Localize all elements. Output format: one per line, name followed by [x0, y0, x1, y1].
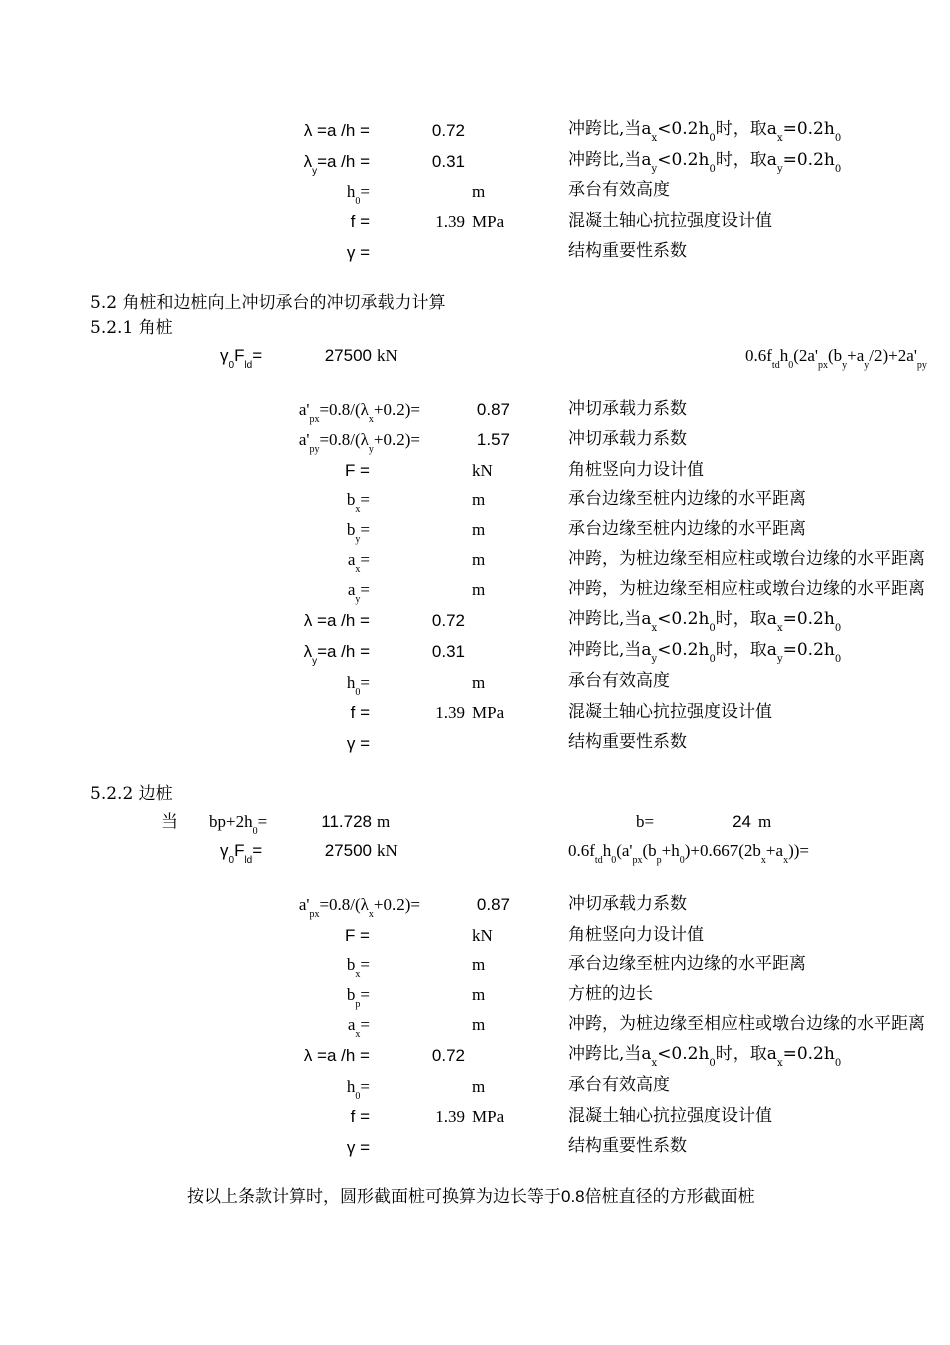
apx-value-2: 0.87	[476, 895, 510, 914]
by-unit: m	[472, 520, 486, 539]
bp-label: $bp+2h_0=$	[209, 812, 268, 837]
lambda-x-label-2: λ =a /h =	[303, 611, 370, 630]
bp-value: 11.728	[321, 812, 372, 831]
lambda-x-note: 冲跨比,当$a_x<0.2h_0$时，取$a_x=0.2h_0$	[568, 119, 842, 144]
ax-label: $a_x=$	[347, 550, 370, 575]
gamma-note-2: 结构重要性系数	[568, 732, 687, 752]
fl-label: F =	[344, 461, 370, 480]
fl-label-2: F =	[344, 926, 370, 945]
design-force-unit: kN	[377, 346, 398, 365]
design-force-label: $\gamma_0F_{ld}=$	[220, 346, 263, 371]
b-unit: m	[758, 812, 772, 831]
design-force-value: 27500	[324, 346, 372, 365]
fl-note: 角桩竖向力设计值	[568, 460, 704, 480]
bp-side-note: 方桩的边长	[568, 984, 653, 1004]
lambda-y-value: 0.31	[431, 152, 465, 171]
h0-label-3: $h_0=$	[346, 1077, 370, 1102]
bp-unit: m	[377, 812, 391, 831]
ft-value: 1.39	[435, 212, 465, 231]
gamma-note: 结构重要性系数	[568, 241, 687, 261]
h0-note-2: 承台有效高度	[568, 671, 670, 691]
by-note: 承台边缘至桩内边缘的水平距离	[568, 519, 806, 539]
gamma-label-2: γ =	[346, 734, 370, 753]
bx-unit-2: m	[472, 955, 486, 974]
gamma-note-3: 结构重要性系数	[568, 1136, 687, 1156]
lambda-x-value: 0.72	[431, 121, 465, 140]
capacity-formula-2: $0.6f_{td}h_0(a'_{px}(b_p+h_0)+0.667(2b_x+a_x))=$	[568, 841, 809, 866]
apx-value: 0.87	[476, 400, 510, 419]
h0-unit-2: m	[472, 673, 486, 692]
bx-label-2: $b_x=$	[346, 955, 370, 980]
section-5-2-2-title: 5.2.2 边桩	[90, 784, 173, 804]
ay-note: 冲跨，为桩边缘至相应柱或墩台边缘的水平距离	[568, 579, 925, 599]
h0-unit: m	[472, 182, 486, 201]
bp-side-unit: m	[472, 985, 486, 1004]
b-value: 24	[732, 812, 751, 831]
bx-label: $b_x=$	[346, 490, 370, 515]
apy-note: 冲切承载力系数	[568, 429, 687, 449]
ay-unit: m	[472, 580, 486, 599]
apx-note: 冲切承载力系数	[568, 399, 687, 419]
ax-unit-2: m	[472, 1015, 486, 1034]
bx-note-2: 承台边缘至桩内边缘的水平距离	[568, 954, 806, 974]
ft-label-3: f =	[350, 1107, 370, 1126]
apx-note-2: 冲切承载力系数	[568, 894, 687, 914]
bx-unit: m	[472, 490, 486, 509]
gamma-label-3: γ =	[346, 1138, 370, 1157]
b-label: b=	[636, 812, 655, 831]
fl-unit-2: kN	[472, 926, 493, 945]
ft-value-3: 1.39	[435, 1107, 465, 1126]
lambda-y-note: 冲跨比,当$a_y<0.2h_0$时，取$a_y=0.2h_0$	[568, 150, 842, 175]
ft-note: 混凝土轴心抗拉强度设计值	[568, 211, 772, 231]
ft-note-2: 混凝土轴心抗拉强度设计值	[568, 702, 772, 722]
h0-note-3: 承台有效高度	[568, 1075, 670, 1095]
bx-note: 承台边缘至桩内边缘的水平距离	[568, 489, 806, 509]
lambda-x-note-3: 冲跨比,当$a_x<0.2h_0$时，取$a_x=0.2h_0$	[568, 1044, 842, 1069]
ft-label-2: f =	[350, 703, 370, 722]
fl-note-2: 角桩竖向力设计值	[568, 925, 704, 945]
design-force-value-2: 27500	[324, 841, 372, 860]
gamma-label: γ =	[346, 243, 370, 262]
ft-label: f =	[350, 212, 370, 231]
ft-unit-2: MPa	[472, 703, 505, 722]
ft-unit: MPa	[472, 212, 505, 231]
ft-value-2: 1.39	[435, 703, 465, 722]
design-force-label-2: $\gamma_0F_{ld}=$	[220, 841, 263, 866]
apx-label: $a'_{px}=0.8/(\lambda_x+0.2)=$	[298, 400, 420, 425]
ay-label: $a_y=$	[347, 580, 370, 605]
h0-label: $h_0=$	[346, 182, 370, 207]
apx-label-2: $a'_{px}=0.8/(\lambda_x+0.2)=$	[298, 895, 420, 920]
lambda-x-label-3: λ =a /h =	[303, 1046, 370, 1065]
apy-value: 1.57	[476, 430, 510, 449]
fl-unit: kN	[472, 461, 493, 480]
h0-unit-3: m	[472, 1077, 486, 1096]
ax-note: 冲跨，为桩边缘至相应柱或墩台边缘的水平距离	[568, 549, 925, 569]
lambda-x-label: λ =a /h =	[303, 121, 370, 140]
ft-note-3: 混凝土轴心抗拉强度设计值	[568, 1106, 772, 1126]
lambda-x-value-2: 0.72	[431, 611, 465, 630]
lambda-y-label: $\lambda_y=a$ /h =	[303, 152, 370, 177]
capacity-formula: $0.6f_{td}h_0(2a'_{px}(b_y+a_y/2)+2a'_{py}$	[745, 346, 927, 371]
lambda-x-value-3: 0.72	[431, 1046, 465, 1065]
ft-unit-3: MPa	[472, 1107, 505, 1126]
section-5-2-1-title: 5.2.1 角桩	[90, 318, 173, 338]
lambda-y-value-2: 0.31	[431, 642, 465, 661]
by-label: $b_y=$	[346, 520, 370, 545]
when-label: 当	[161, 812, 178, 832]
h0-label-2: $h_0=$	[346, 673, 370, 698]
ax-note-2: 冲跨，为桩边缘至相应柱或墩台边缘的水平距离	[568, 1014, 925, 1034]
footer-note: 按以上条款计算时，圆形截面桩可换算为边长等于0.8倍桩直径的方形截面桩	[187, 1187, 755, 1207]
ax-unit: m	[472, 550, 486, 569]
ax-label-2: $a_x=$	[347, 1015, 370, 1040]
apy-label: $a'_{py}=0.8/(\lambda_y+0.2)=$	[298, 430, 420, 455]
lambda-y-note-2: 冲跨比,当$a_y<0.2h_0$时，取$a_y=0.2h_0$	[568, 640, 842, 665]
lambda-x-note-2: 冲跨比,当$a_x<0.2h_0$时，取$a_x=0.2h_0$	[568, 609, 842, 634]
bp-side-label: $b_p=$	[346, 985, 370, 1010]
h0-note: 承台有效高度	[568, 180, 670, 200]
section-5-2-title: 5.2 角桩和边桩向上冲切承台的冲切承载力计算	[90, 293, 446, 313]
lambda-y-label-2: $\lambda_y=a$ /h =	[303, 642, 370, 667]
design-force-unit-2: kN	[377, 841, 398, 860]
